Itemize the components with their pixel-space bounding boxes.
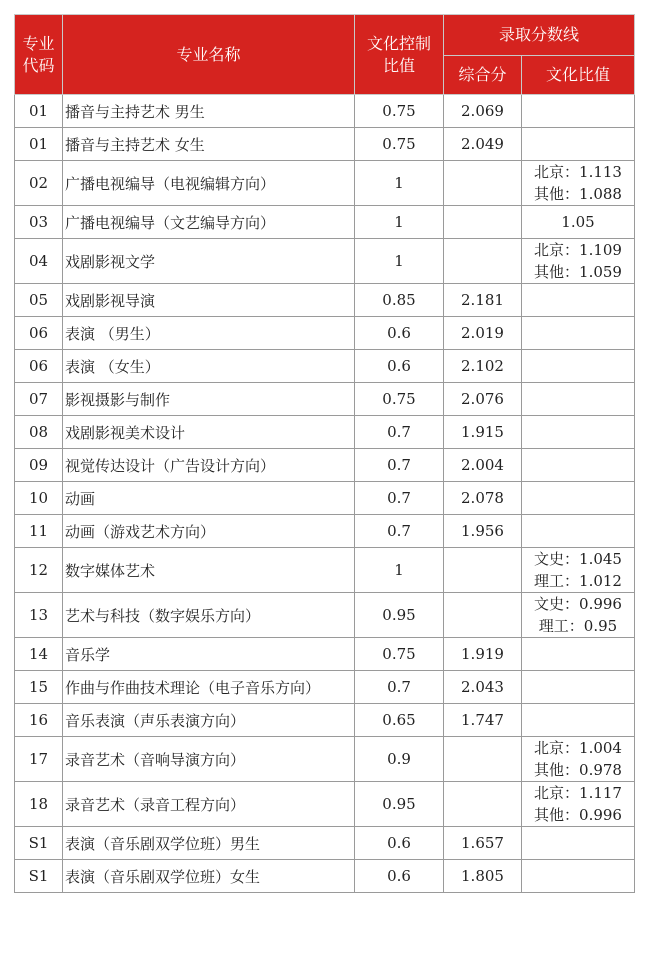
culture-ratio-cell <box>522 593 635 638</box>
culture-control-ratio-cell: 1 <box>355 161 444 206</box>
culture-control-ratio-cell: 0.75 <box>355 128 444 161</box>
major-code-cell: 14 <box>15 638 63 671</box>
major-code-cell: 10 <box>15 482 63 515</box>
major-code-cell: 12 <box>15 548 63 593</box>
culture-ratio-cell <box>522 284 635 317</box>
table-row <box>15 548 635 593</box>
major-name-cell: 录音艺术（音响导演方向） <box>63 737 355 782</box>
major-name-cell: 播音与主持艺术 女生 <box>63 128 355 161</box>
culture-control-ratio-cell: 0.7 <box>355 671 444 704</box>
culture-ratio-cell <box>522 206 635 239</box>
composite-score-cell: 1.919 <box>444 638 522 671</box>
culture-ratio-cell <box>522 737 635 782</box>
culture-ratio-cell <box>522 95 635 128</box>
culture-ratio-value: 理工：0.95 <box>538 617 618 635</box>
culture-ratio-cell <box>522 128 635 161</box>
header-culture-ratio: 文化比值 <box>522 56 635 95</box>
major-code-cell: 11 <box>15 515 63 548</box>
major-code-cell: 04 <box>15 239 63 284</box>
major-code-cell: 01 <box>15 128 63 161</box>
major-name-cell: 音乐学 <box>63 638 355 671</box>
table-row <box>15 482 635 515</box>
culture-ratio-cell <box>522 482 635 515</box>
table-row <box>15 416 635 449</box>
culture-ratio-cell <box>522 671 635 704</box>
table-row <box>15 704 635 737</box>
major-code-cell: 09 <box>15 449 63 482</box>
culture-ratio-cell <box>522 782 635 827</box>
culture-ratio-cell <box>522 638 635 671</box>
table-row <box>15 827 635 860</box>
culture-control-ratio-cell: 0.95 <box>355 593 444 638</box>
major-code-cell: 05 <box>15 284 63 317</box>
header-major-name: 专业名称 <box>63 15 355 95</box>
major-name-cell: 动画（游戏艺术方向） <box>63 515 355 548</box>
culture-control-ratio-cell: 0.6 <box>355 350 444 383</box>
table-row <box>15 95 635 128</box>
culture-ratio-cell <box>522 548 635 593</box>
major-name-cell: 表演（音乐剧双学位班）男生 <box>63 827 355 860</box>
culture-ratio-cell <box>522 350 635 383</box>
composite-score-cell: 1.657 <box>444 827 522 860</box>
major-code-cell: 06 <box>15 350 63 383</box>
culture-ratio-cell <box>522 383 635 416</box>
culture-ratio-cell <box>522 239 635 284</box>
major-name-cell: 录音艺术（录音工程方向） <box>63 782 355 827</box>
major-name-cell: 动画 <box>63 482 355 515</box>
composite-score-cell: 2.043 <box>444 671 522 704</box>
header-major-code: 专业代码 <box>15 15 63 95</box>
table-row <box>15 317 635 350</box>
culture-ratio-value: 其他：1.088 <box>534 185 622 203</box>
culture-control-ratio-cell: 0.85 <box>355 284 444 317</box>
major-name-cell: 戏剧影视美术设计 <box>63 416 355 449</box>
composite-score-cell <box>444 782 522 827</box>
major-name-cell: 作曲与作曲技术理论（电子音乐方向） <box>63 671 355 704</box>
major-name-cell: 表演（音乐剧双学位班）女生 <box>63 860 355 893</box>
composite-score-cell <box>444 548 522 593</box>
major-name-cell: 视觉传达设计（广告设计方向） <box>63 449 355 482</box>
major-code-cell: 15 <box>15 671 63 704</box>
culture-ratio-cell <box>522 449 635 482</box>
major-code-cell: S1 <box>15 860 63 893</box>
major-name-cell: 戏剧影视文学 <box>63 239 355 284</box>
composite-score-cell: 1.956 <box>444 515 522 548</box>
major-name-cell: 音乐表演（声乐表演方向） <box>63 704 355 737</box>
composite-score-cell: 2.004 <box>444 449 522 482</box>
major-code-cell: 03 <box>15 206 63 239</box>
culture-control-ratio-cell: 1 <box>355 206 444 239</box>
culture-control-ratio-cell: 0.75 <box>355 638 444 671</box>
composite-score-cell: 2.019 <box>444 317 522 350</box>
major-code-cell: 16 <box>15 704 63 737</box>
composite-score-cell <box>444 206 522 239</box>
table-body <box>15 95 635 893</box>
composite-score-cell <box>444 161 522 206</box>
score-table-container <box>14 14 634 893</box>
table-row <box>15 350 635 383</box>
culture-control-ratio-cell: 0.7 <box>355 482 444 515</box>
admission-score-table <box>14 14 635 893</box>
culture-control-ratio-cell: 0.6 <box>355 317 444 350</box>
culture-ratio-value: 理工：1.012 <box>534 572 622 590</box>
major-code-cell: 06 <box>15 317 63 350</box>
table-row <box>15 860 635 893</box>
culture-control-ratio-cell: 0.95 <box>355 782 444 827</box>
culture-ratio-cell <box>522 416 635 449</box>
culture-ratio-value: 其他：0.996 <box>534 806 622 824</box>
culture-ratio-cell <box>522 827 635 860</box>
table-row <box>15 515 635 548</box>
composite-score-cell: 2.049 <box>444 128 522 161</box>
table-row <box>15 161 635 206</box>
culture-ratio-value: 文史：1.045 <box>534 550 622 568</box>
composite-score-cell: 1.915 <box>444 416 522 449</box>
composite-score-cell: 2.181 <box>444 284 522 317</box>
culture-control-ratio-cell: 0.6 <box>355 860 444 893</box>
composite-score-cell: 2.076 <box>444 383 522 416</box>
culture-ratio-value: 1.05 <box>561 213 595 231</box>
culture-ratio-value: 北京：1.109 <box>534 241 622 259</box>
major-name-cell: 播音与主持艺术 男生 <box>63 95 355 128</box>
major-name-cell: 戏剧影视导演 <box>63 284 355 317</box>
table-row <box>15 449 635 482</box>
culture-ratio-value: 北京：1.117 <box>534 784 622 802</box>
header-culture-control-ratio: 文化控制比值 <box>355 15 444 95</box>
major-code-cell: 18 <box>15 782 63 827</box>
table-row <box>15 284 635 317</box>
major-name-cell: 广播电视编导（文艺编导方向） <box>63 206 355 239</box>
table-row <box>15 593 635 638</box>
table-row <box>15 782 635 827</box>
composite-score-cell: 2.102 <box>444 350 522 383</box>
header-admission-score-line: 录取分数线 <box>444 15 635 56</box>
major-code-cell: 02 <box>15 161 63 206</box>
composite-score-cell: 1.747 <box>444 704 522 737</box>
major-name-cell: 影视摄影与制作 <box>63 383 355 416</box>
table-row <box>15 383 635 416</box>
major-name-cell: 艺术与科技（数字娱乐方向） <box>63 593 355 638</box>
culture-control-ratio-cell: 0.7 <box>355 449 444 482</box>
culture-ratio-value: 其他：1.059 <box>534 263 622 281</box>
culture-ratio-value: 其他：0.978 <box>534 761 622 779</box>
major-code-cell: S1 <box>15 827 63 860</box>
major-name-cell: 表演 （女生） <box>63 350 355 383</box>
culture-control-ratio-cell: 0.65 <box>355 704 444 737</box>
culture-ratio-value: 文史：0.996 <box>534 595 622 613</box>
table-row <box>15 638 635 671</box>
major-code-cell: 07 <box>15 383 63 416</box>
major-code-cell: 01 <box>15 95 63 128</box>
culture-control-ratio-cell: 0.75 <box>355 95 444 128</box>
table-row <box>15 671 635 704</box>
composite-score-cell <box>444 239 522 284</box>
composite-score-cell <box>444 593 522 638</box>
major-name-cell: 数字媒体艺术 <box>63 548 355 593</box>
table-row <box>15 737 635 782</box>
culture-control-ratio-cell: 1 <box>355 239 444 284</box>
culture-control-ratio-cell: 0.6 <box>355 827 444 860</box>
culture-ratio-cell <box>522 704 635 737</box>
culture-ratio-cell <box>522 161 635 206</box>
major-name-cell: 广播电视编导（电视编辑方向） <box>63 161 355 206</box>
culture-ratio-cell <box>522 860 635 893</box>
table-header <box>15 15 635 95</box>
culture-control-ratio-cell: 0.7 <box>355 416 444 449</box>
culture-ratio-cell <box>522 515 635 548</box>
composite-score-cell: 2.069 <box>444 95 522 128</box>
culture-ratio-value: 北京：1.113 <box>534 163 622 181</box>
culture-control-ratio-cell: 0.75 <box>355 383 444 416</box>
major-code-cell: 13 <box>15 593 63 638</box>
culture-control-ratio-cell: 1 <box>355 548 444 593</box>
table-row <box>15 239 635 284</box>
culture-control-ratio-cell: 0.9 <box>355 737 444 782</box>
composite-score-cell: 2.078 <box>444 482 522 515</box>
culture-control-ratio-cell: 0.7 <box>355 515 444 548</box>
table-row <box>15 206 635 239</box>
composite-score-cell <box>444 737 522 782</box>
composite-score-cell: 1.805 <box>444 860 522 893</box>
major-code-cell: 17 <box>15 737 63 782</box>
major-code-cell: 08 <box>15 416 63 449</box>
table-row <box>15 128 635 161</box>
culture-ratio-value: 北京：1.004 <box>534 739 622 757</box>
culture-ratio-cell <box>522 317 635 350</box>
header-composite-score: 综合分 <box>444 56 522 95</box>
major-name-cell: 表演 （男生） <box>63 317 355 350</box>
